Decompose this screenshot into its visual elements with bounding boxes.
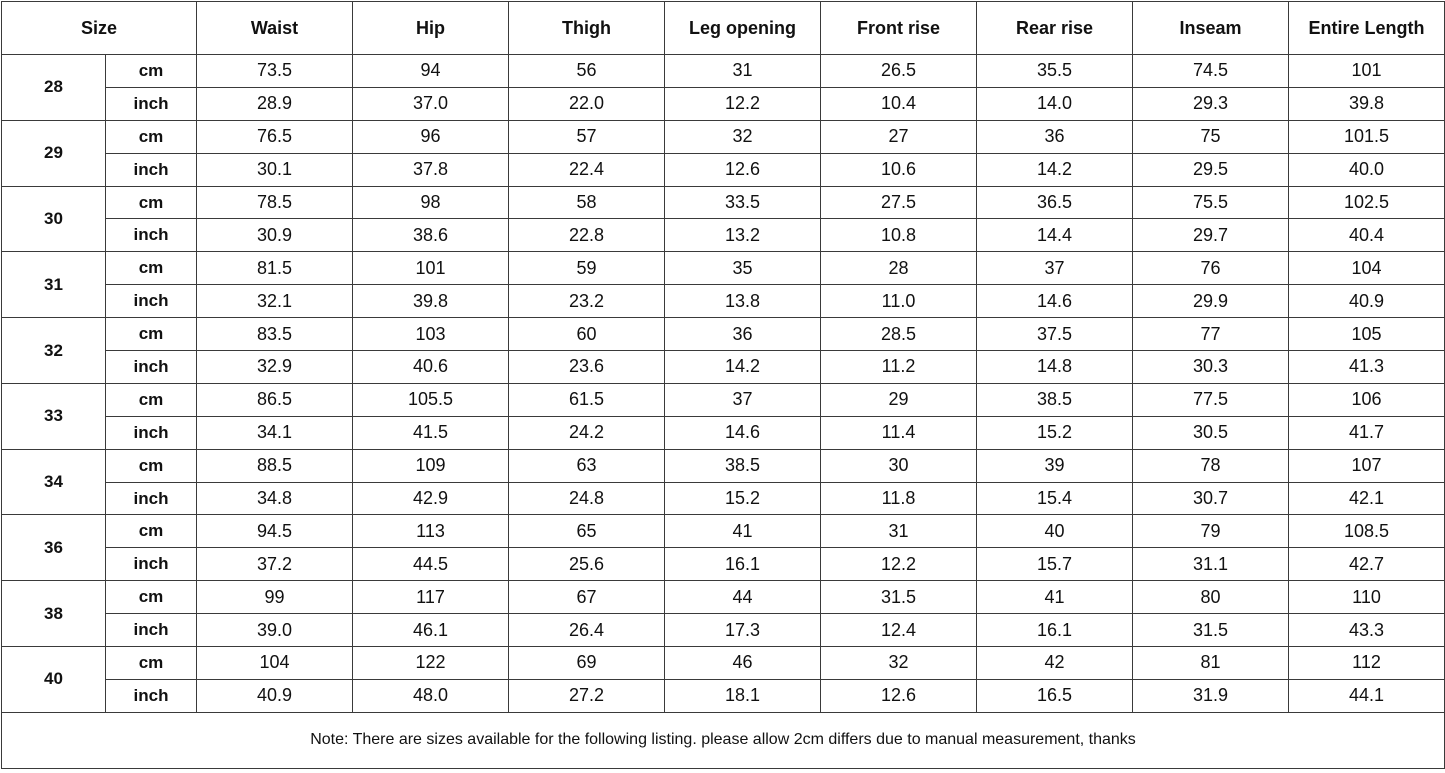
measurement-cell: 105.5	[353, 383, 509, 416]
measurement-cell: 103	[353, 318, 509, 351]
measurement-cell: 33.5	[665, 186, 821, 219]
measurement-cell: 41.7	[1289, 416, 1445, 449]
measurement-cell: 10.6	[821, 153, 977, 186]
measurement-cell: 24.2	[509, 416, 665, 449]
measurement-cell: 22.0	[509, 87, 665, 120]
measurement-cell: 63	[509, 449, 665, 482]
header-thigh: Thigh	[509, 2, 665, 55]
unit-label: cm	[106, 383, 197, 416]
measurement-cell: 17.3	[665, 614, 821, 647]
measurement-cell: 73.5	[197, 55, 353, 88]
measurement-cell: 30.1	[197, 153, 353, 186]
measurement-cell: 23.2	[509, 285, 665, 318]
measurement-cell: 60	[509, 318, 665, 351]
table-row	[2, 153, 1445, 186]
measurement-cell: 105	[1289, 318, 1445, 351]
measurement-cell: 22.4	[509, 153, 665, 186]
table-row	[2, 318, 1445, 351]
measurement-cell: 46.1	[353, 614, 509, 647]
header-row	[2, 2, 1445, 55]
table-row	[2, 449, 1445, 482]
measurement-cell: 29.7	[1133, 219, 1289, 252]
measurement-cell: 74.5	[1133, 55, 1289, 88]
measurement-cell: 41	[665, 515, 821, 548]
measurement-cell: 40.0	[1289, 153, 1445, 186]
unit-label: inch	[106, 285, 197, 318]
header-hip: Hip	[353, 2, 509, 55]
measurement-cell: 69	[509, 647, 665, 680]
size-label: 29	[2, 120, 106, 186]
measurement-cell: 28	[821, 252, 977, 285]
measurement-cell: 32	[665, 120, 821, 153]
measurement-cell: 79	[1133, 515, 1289, 548]
table-row	[2, 252, 1445, 285]
measurement-cell: 29.5	[1133, 153, 1289, 186]
measurement-cell: 29.9	[1133, 285, 1289, 318]
measurement-cell: 48.0	[353, 679, 509, 712]
measurement-cell: 14.2	[977, 153, 1133, 186]
measurement-cell: 39.8	[353, 285, 509, 318]
measurement-cell: 107	[1289, 449, 1445, 482]
measurement-cell: 38.5	[977, 383, 1133, 416]
measurement-cell: 112	[1289, 647, 1445, 680]
measurement-cell: 35	[665, 252, 821, 285]
unit-label: inch	[106, 153, 197, 186]
measurement-cell: 37.0	[353, 87, 509, 120]
measurement-cell: 101	[353, 252, 509, 285]
measurement-cell: 41.5	[353, 416, 509, 449]
measurement-cell: 23.6	[509, 351, 665, 384]
measurement-cell: 44	[665, 581, 821, 614]
measurement-cell: 28.5	[821, 318, 977, 351]
measurement-cell: 32.9	[197, 351, 353, 384]
measurement-cell: 14.6	[977, 285, 1133, 318]
measurement-cell: 86.5	[197, 383, 353, 416]
measurement-cell: 13.8	[665, 285, 821, 318]
measurement-cell: 94.5	[197, 515, 353, 548]
measurement-cell: 106	[1289, 383, 1445, 416]
unit-label: cm	[106, 120, 197, 153]
measurement-cell: 57	[509, 120, 665, 153]
table-row	[2, 679, 1445, 712]
size-label: 32	[2, 318, 106, 384]
measurement-cell: 16.1	[977, 614, 1133, 647]
size-label: 34	[2, 449, 106, 515]
measurement-cell: 11.2	[821, 351, 977, 384]
measurement-cell: 101.5	[1289, 120, 1445, 153]
measurement-cell: 40.9	[1289, 285, 1445, 318]
measurement-cell: 12.2	[821, 548, 977, 581]
measurement-cell: 27.5	[821, 186, 977, 219]
measurement-cell: 38.6	[353, 219, 509, 252]
measurement-cell: 65	[509, 515, 665, 548]
measurement-cell: 40	[977, 515, 1133, 548]
measurement-cell: 42.1	[1289, 482, 1445, 515]
note-row	[2, 712, 1445, 768]
measurement-cell: 39.0	[197, 614, 353, 647]
measurement-cell: 26.5	[821, 55, 977, 88]
measurement-cell: 25.6	[509, 548, 665, 581]
measurement-cell: 15.2	[977, 416, 1133, 449]
measurement-cell: 30.3	[1133, 351, 1289, 384]
measurement-cell: 117	[353, 581, 509, 614]
measurement-cell: 102.5	[1289, 186, 1445, 219]
measurement-cell: 80	[1133, 581, 1289, 614]
measurement-cell: 31.5	[1133, 614, 1289, 647]
header-rear-rise: Rear rise	[977, 2, 1133, 55]
measurement-cell: 36.5	[977, 186, 1133, 219]
measurement-cell: 42.7	[1289, 548, 1445, 581]
measurement-cell: 76.5	[197, 120, 353, 153]
note-text: Note: There are sizes available for the following listing. please allow 2cm differs due to manual measurement, thanks	[2, 712, 1445, 768]
measurement-cell: 39.8	[1289, 87, 1445, 120]
measurement-cell: 28.9	[197, 87, 353, 120]
measurement-cell: 27.2	[509, 679, 665, 712]
measurement-cell: 37.5	[977, 318, 1133, 351]
unit-label: cm	[106, 449, 197, 482]
table-row	[2, 416, 1445, 449]
measurement-cell: 30	[821, 449, 977, 482]
unit-label: inch	[106, 614, 197, 647]
measurement-cell: 15.7	[977, 548, 1133, 581]
header-entire-length: Entire Length	[1289, 2, 1445, 55]
measurement-cell: 34.8	[197, 482, 353, 515]
measurement-cell: 43.3	[1289, 614, 1445, 647]
table-footer	[2, 712, 1445, 768]
measurement-cell: 122	[353, 647, 509, 680]
size-label: 31	[2, 252, 106, 318]
measurement-cell: 104	[1289, 252, 1445, 285]
measurement-cell: 104	[197, 647, 353, 680]
measurement-cell: 88.5	[197, 449, 353, 482]
measurement-cell: 42.9	[353, 482, 509, 515]
measurement-cell: 29.3	[1133, 87, 1289, 120]
measurement-cell: 36	[665, 318, 821, 351]
measurement-cell: 12.6	[665, 153, 821, 186]
measurement-cell: 32	[821, 647, 977, 680]
measurement-cell: 31.9	[1133, 679, 1289, 712]
unit-label: inch	[106, 679, 197, 712]
measurement-cell: 12.6	[821, 679, 977, 712]
measurement-cell: 113	[353, 515, 509, 548]
measurement-cell: 18.1	[665, 679, 821, 712]
unit-label: cm	[106, 318, 197, 351]
measurement-cell: 46	[665, 647, 821, 680]
measurement-cell: 31.5	[821, 581, 977, 614]
measurement-cell: 108.5	[1289, 515, 1445, 548]
measurement-cell: 81	[1133, 647, 1289, 680]
measurement-cell: 109	[353, 449, 509, 482]
measurement-cell: 77	[1133, 318, 1289, 351]
table-body	[2, 55, 1445, 713]
table-row	[2, 548, 1445, 581]
measurement-cell: 78.5	[197, 186, 353, 219]
measurement-cell: 44.5	[353, 548, 509, 581]
measurement-cell: 38.5	[665, 449, 821, 482]
measurement-cell: 76	[1133, 252, 1289, 285]
measurement-cell: 30.5	[1133, 416, 1289, 449]
table-row	[2, 647, 1445, 680]
measurement-cell: 98	[353, 186, 509, 219]
measurement-cell: 14.4	[977, 219, 1133, 252]
table-row	[2, 383, 1445, 416]
measurement-cell: 37	[977, 252, 1133, 285]
measurement-cell: 13.2	[665, 219, 821, 252]
measurement-cell: 59	[509, 252, 665, 285]
measurement-cell: 12.2	[665, 87, 821, 120]
measurement-cell: 99	[197, 581, 353, 614]
header-inseam: Inseam	[1133, 2, 1289, 55]
measurement-cell: 15.2	[665, 482, 821, 515]
table-row	[2, 581, 1445, 614]
measurement-cell: 36	[977, 120, 1133, 153]
measurement-cell: 37	[665, 383, 821, 416]
measurement-cell: 31	[821, 515, 977, 548]
table-row	[2, 515, 1445, 548]
table-row	[2, 482, 1445, 515]
measurement-cell: 30.9	[197, 219, 353, 252]
measurement-cell: 10.8	[821, 219, 977, 252]
measurement-cell: 40.9	[197, 679, 353, 712]
measurement-cell: 81.5	[197, 252, 353, 285]
measurement-cell: 77.5	[1133, 383, 1289, 416]
measurement-cell: 14.8	[977, 351, 1133, 384]
size-label: 30	[2, 186, 106, 252]
measurement-cell: 83.5	[197, 318, 353, 351]
measurement-cell: 41.3	[1289, 351, 1445, 384]
measurement-cell: 22.8	[509, 219, 665, 252]
measurement-cell: 39	[977, 449, 1133, 482]
measurement-cell: 75.5	[1133, 186, 1289, 219]
measurement-cell: 30.7	[1133, 482, 1289, 515]
unit-label: inch	[106, 219, 197, 252]
measurement-cell: 40.6	[353, 351, 509, 384]
measurement-cell: 37.8	[353, 153, 509, 186]
table-row	[2, 186, 1445, 219]
table-row	[2, 285, 1445, 318]
size-chart-table	[1, 1, 1445, 769]
unit-label: cm	[106, 515, 197, 548]
size-label: 40	[2, 647, 106, 713]
measurement-cell: 78	[1133, 449, 1289, 482]
header-front-rise: Front rise	[821, 2, 977, 55]
measurement-cell: 10.4	[821, 87, 977, 120]
size-label: 38	[2, 581, 106, 647]
header-size: Size	[2, 2, 197, 55]
unit-label: cm	[106, 55, 197, 88]
unit-label: cm	[106, 581, 197, 614]
measurement-cell: 15.4	[977, 482, 1133, 515]
unit-label: cm	[106, 252, 197, 285]
measurement-cell: 44.1	[1289, 679, 1445, 712]
unit-label: cm	[106, 186, 197, 219]
measurement-cell: 26.4	[509, 614, 665, 647]
measurement-cell: 42	[977, 647, 1133, 680]
measurement-cell: 41	[977, 581, 1133, 614]
measurement-cell: 14.0	[977, 87, 1133, 120]
measurement-cell: 34.1	[197, 416, 353, 449]
size-label: 28	[2, 55, 106, 121]
unit-label: cm	[106, 647, 197, 680]
unit-label: inch	[106, 351, 197, 384]
measurement-cell: 16.1	[665, 548, 821, 581]
table-header	[2, 2, 1445, 55]
header-leg-opening: Leg opening	[665, 2, 821, 55]
measurement-cell: 101	[1289, 55, 1445, 88]
measurement-cell: 58	[509, 186, 665, 219]
table-row	[2, 351, 1445, 384]
measurement-cell: 24.8	[509, 482, 665, 515]
measurement-cell: 29	[821, 383, 977, 416]
measurement-cell: 27	[821, 120, 977, 153]
measurement-cell: 11.8	[821, 482, 977, 515]
measurement-cell: 31.1	[1133, 548, 1289, 581]
measurement-cell: 61.5	[509, 383, 665, 416]
measurement-cell: 12.4	[821, 614, 977, 647]
measurement-cell: 40.4	[1289, 219, 1445, 252]
measurement-cell: 94	[353, 55, 509, 88]
measurement-cell: 16.5	[977, 679, 1133, 712]
size-label: 36	[2, 515, 106, 581]
measurement-cell: 32.1	[197, 285, 353, 318]
measurement-cell: 67	[509, 581, 665, 614]
measurement-cell: 11.4	[821, 416, 977, 449]
header-waist: Waist	[197, 2, 353, 55]
measurement-cell: 75	[1133, 120, 1289, 153]
measurement-cell: 37.2	[197, 548, 353, 581]
measurement-cell: 56	[509, 55, 665, 88]
measurement-cell: 14.2	[665, 351, 821, 384]
measurement-cell: 31	[665, 55, 821, 88]
unit-label: inch	[106, 548, 197, 581]
unit-label: inch	[106, 482, 197, 515]
unit-label: inch	[106, 87, 197, 120]
table-row	[2, 219, 1445, 252]
measurement-cell: 96	[353, 120, 509, 153]
unit-label: inch	[106, 416, 197, 449]
measurement-cell: 110	[1289, 581, 1445, 614]
measurement-cell: 14.6	[665, 416, 821, 449]
table-row	[2, 120, 1445, 153]
measurement-cell: 11.0	[821, 285, 977, 318]
size-label: 33	[2, 383, 106, 449]
measurement-cell: 35.5	[977, 55, 1133, 88]
table-row	[2, 87, 1445, 120]
table-row	[2, 614, 1445, 647]
table-row	[2, 55, 1445, 88]
